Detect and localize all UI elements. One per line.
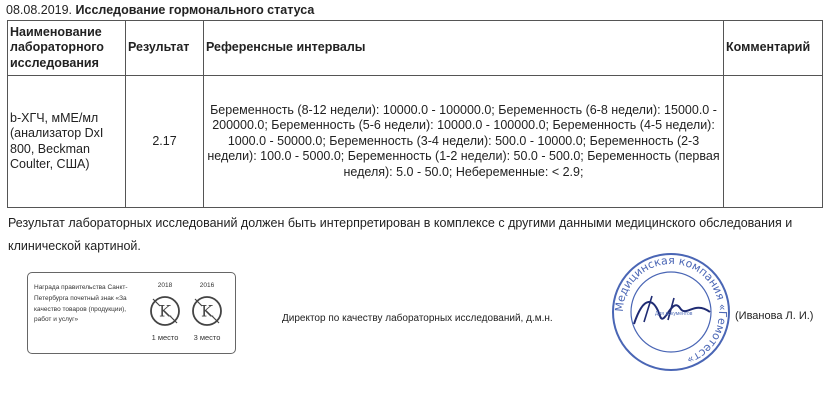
- interpretation-note: Результат лабораторных исследований должен быть интерпретирован в комплексе с другими данными медицинского обследования и клинической картиной.: [8, 216, 793, 253]
- quality-k-icon: [145, 291, 185, 331]
- report-title: Исследование гормонального статуса: [75, 3, 315, 17]
- award-year: 2018: [157, 282, 173, 289]
- stamp-ring-text: Медицинская компания «Гемотест»: [612, 253, 730, 367]
- column-header-reference: Референсные интервалы: [204, 21, 724, 76]
- director-name: (Иванова Л. И.): [735, 310, 814, 322]
- table-header-row: [8, 21, 823, 76]
- result-cell: 2.17: [126, 76, 204, 208]
- table-row: [8, 76, 823, 208]
- director-title: Директор по качеству лабораторных исследований, д.м.н.: [282, 313, 553, 324]
- column-header-test-name: Наименование лабораторного исследования: [8, 21, 126, 76]
- comment-cell: [724, 76, 823, 208]
- column-header-result: Результат: [126, 21, 204, 76]
- report-date: 08.08.2019.: [6, 3, 73, 17]
- award-place: 1 место: [151, 333, 179, 342]
- svg-text:K: K: [159, 301, 171, 321]
- award-item-2018: [141, 282, 189, 342]
- award-place: 3 место: [193, 333, 221, 342]
- award-year: 2016: [199, 282, 215, 289]
- stamp-inner-text: Для документов: [655, 311, 693, 317]
- svg-text:K: K: [201, 301, 213, 321]
- quality-k-icon: [187, 291, 227, 331]
- award-item-2016: [183, 282, 231, 342]
- reference-cell: Беременность (8-12 недели): 10000.0 - 100000.0; Беременность (6-8 недели): 15000.0 - 200000.0; Беременность (5-6 недели): 10000.0 - 100000.0; Беременность (4-5 недели): 1000.0 - 50000.0; Беременность (3-4 недели): 500.0 - 10000.0; Беременность (2-3 недели): 100.0 - 5000.0; Беременность (1-2 недели): 50.0 - 500.0; Беременность (первая неделя): 5.0 - 50.0; Небеременные: < 2.9;: [204, 76, 724, 208]
- results-table: [7, 20, 823, 208]
- column-header-comment: Комментарий: [724, 21, 823, 76]
- quality-award-badge: [27, 272, 236, 354]
- page-header: [6, 3, 314, 17]
- test-name-cell: b-ХГЧ, мМЕ/мл (анализатор DxI 800, Beckman Coulter, США): [8, 76, 126, 208]
- award-text: Награда правительства Санкт-Петербурга почетный знак «За качество товаров (продукции), работ и услуг»: [34, 284, 128, 324]
